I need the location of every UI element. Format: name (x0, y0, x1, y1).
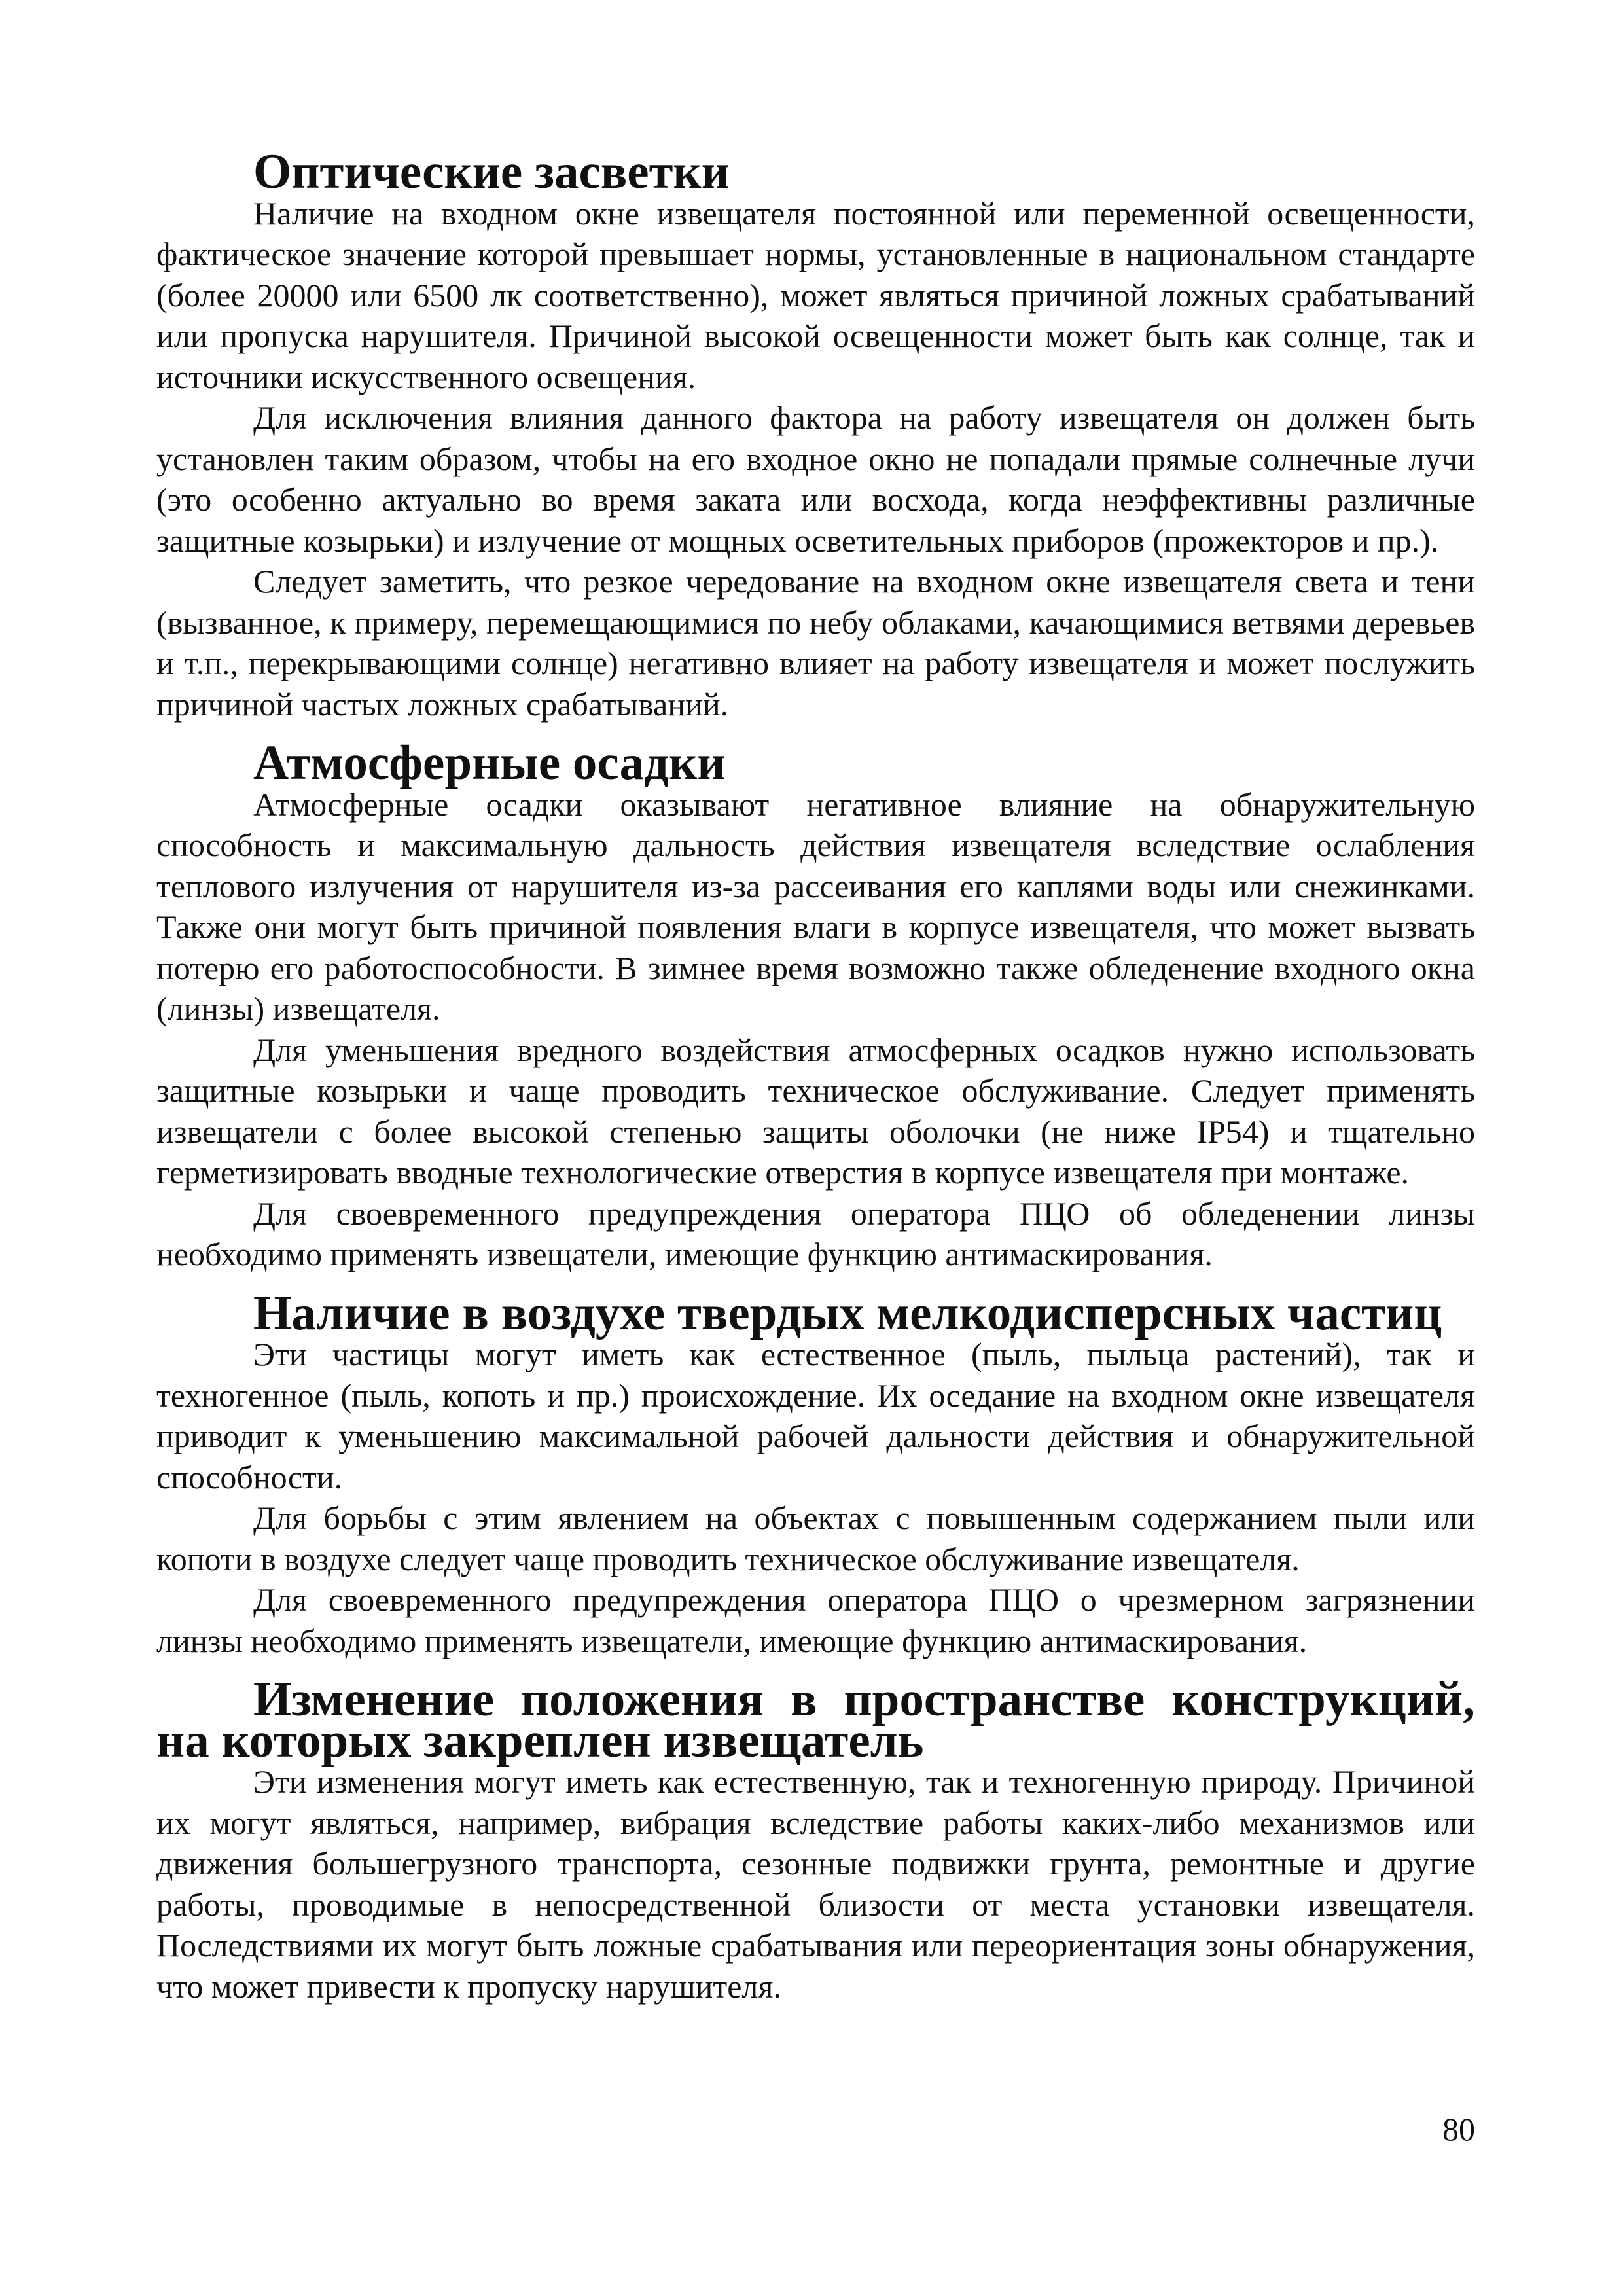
section-heading-structure-displacement: Изменение положения в пространстве конструкций, на которых закреплен извещатель (156, 1672, 1475, 1768)
document-page (156, 145, 1475, 2007)
section-heading-precipitation: Атмосферные осадки (253, 736, 726, 790)
paragraph: Эти частицы могут иметь как естественное (пыль, пыльца растений), так и техногенное (пыль, копоть и пр.) происхождение. Их оседание на входном окне извещателя приводит к уменьшению максимальной рабочей дальности действия и обнаружительной способности. (156, 1336, 1475, 1496)
section-heading-optical-glare: Оптические засветки (253, 145, 730, 199)
paragraph: Следует заметить, что резкое чередование на входном окне извещателя света и тени (вызванное, к примеру, перемещающимися по небу облаками, качающимися ветвями деревьев и т.п., перекрывающими солнце) негативно влияет на работу извещателя и может послужить причиной частых ложных срабатываний. (156, 563, 1475, 723)
paragraph: Для уменьшения вредного воздействия атмосферных осадков нужно использовать защитные козырьки и чаще проводить техническое обслуживание. Следует применять извещатели с более высокой степенью защиты оболочки (не ниже IP54) и тщательно герметизировать вводные технологические отверстия в корпусе извещателя при монтаже. (156, 1031, 1475, 1191)
section-heading-airborne-particles: Наличие в воздухе твердых мелкодисперсных частиц (253, 1285, 1442, 1340)
paragraph: Для своевременного предупреждения оператора ПЦО о чрезмерном загрязнении линзы необходимо применять извещатели, имеющие функцию антимаскирования. (156, 1581, 1475, 1659)
paragraph: Атмосферные осадки оказывают негативное влияние на обнаружительную способность и максимальную дальность действия извещателя вследствие ослабления теплового излучения от нарушителя из-за рассеивания его каплями воды или снежинками. Также они могут быть причиной появления влаги в корпусе извещателя, что может вызвать потерю его работоспособности. В зимнее время возможно также обледенение входного окна (линзы) извещателя. (156, 785, 1475, 1027)
paragraph: Для исключения влияния данного фактора на работу извещателя он должен быть установлен таким образом, чтобы на его входное окно не попадали прямые солнечные лучи (это особенно актуально во время заката или восхода, когда неэффективны различные защитные козырьки) и излучение от мощных осветительных приборов (прожекторов и пр.). (156, 399, 1475, 559)
paragraph: Наличие на входном окне извещателя постоянной или переменной освещенности, фактическое значение которой превышает нормы, установленные в национальном стандарте (более 20000 или 6500 лк соответственно), может являться причиной ложных срабатываний или пропуска нарушителя. Причиной высокой освещенности может быть как солнце, так и источники искусственного освещения. (156, 194, 1475, 395)
paragraph: Эти изменения могут иметь как естественную, так и техногенную природу. Причиной их могут являться, например, вибрация вследствие работы каких-либо механизмов или движения большегрузного транспорта, сезонные подвижки грунта, ремонтные и другие работы, проводимые в непосредственной близости от места установки извещателя. Последствиями их могут быть ложные срабатывания или переориентация зоны обнаружения, что может привести к пропуску нарушителя. (156, 1763, 1475, 2005)
paragraph: Для своевременного предупреждения оператора ПЦО об обледенении линзы необходимо применять извещатели, имеющие функцию антимаскирования. (156, 1194, 1475, 1272)
page-number: 80 (1442, 2111, 1475, 2147)
paragraph: Для борьбы с этим явлением на объектах с повышенным содержанием пыли или копоти в воздухе следует чаще проводить техническое обслуживание извещателя. (156, 1499, 1475, 1577)
